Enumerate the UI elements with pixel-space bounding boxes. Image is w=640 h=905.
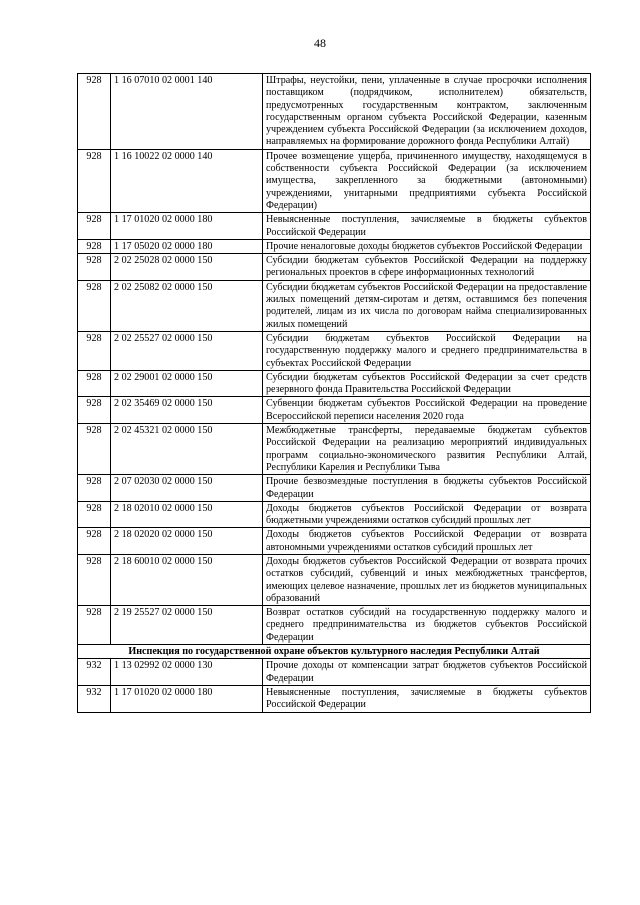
section-heading-row [78, 645, 591, 659]
admin-code-cell: 928 [78, 475, 111, 502]
revenue-name-cell: Прочие безвозмездные поступления в бюджеты субъектов Российской Федерации [263, 475, 591, 502]
section-heading: Инспекция по государственной охране объектов культурного наследия Республики Алтай [78, 645, 591, 659]
table-row [78, 606, 591, 645]
page-number: 48 [314, 36, 326, 50]
budget-code-cell: 2 18 02020 02 0000 150 [111, 528, 263, 555]
budget-code-cell: 2 02 35469 02 0000 150 [111, 397, 263, 424]
admin-code-cell: 928 [78, 606, 111, 645]
table-body-932 [78, 659, 591, 712]
table-row [78, 501, 591, 528]
admin-code-cell: 928 [78, 280, 111, 331]
revenue-name-cell: Субсидии бюджетам субъектов Российской Федерации на предоставление жилых помещений детям-сиротам и детям, оставшимся без попечения родителей, лицам из их числа по договорам найма специализированных жилых помещений [263, 280, 591, 331]
revenue-name-cell: Субсидии бюджетам субъектов Российской Федерации на поддержку региональных проектов в сфере информационных технологий [263, 254, 591, 281]
admin-code-cell: 932 [78, 685, 111, 712]
table-row [78, 331, 591, 370]
admin-code-cell: 928 [78, 254, 111, 281]
budget-code-cell: 1 17 01020 02 0000 180 [111, 685, 263, 712]
revenue-name-cell: Субвенции бюджетам субъектов Российской Федерации на проведение Всероссийской переписи населения 2020 года [263, 397, 591, 424]
revenue-name-cell: Штрафы, неустойки, пени, уплаченные в случае просрочки исполнения поставщиком (подрядчиком, исполнителем) обязательств, предусмотренных государственным контрактом, заключенным государственным органом субъекта Российской Федерации, казенным учреждением субъекта Российской Федерации (за исключением доходов, направляемых на формирование дорожного фонда Республики Алтай) [263, 74, 591, 150]
revenue-name-cell: Возврат остатков субсидий на государственную поддержку малого и среднего предпринимательства из бюджетов субъектов Российской Федерации [263, 606, 591, 645]
table-row [78, 424, 591, 475]
admin-code-cell: 928 [78, 74, 111, 150]
revenue-name-cell: Прочее возмещение ущерба, причиненного имуществу, находящемуся в собственности субъекта Российской Федерации (за исключением имущества, закрепленного за бюджетными (автономными) учреждениями, унитарными предприятиями субъекта Российской Федерации) [263, 149, 591, 212]
revenue-name-cell: Прочие доходы от компенсации затрат бюджетов субъектов Российской Федерации [263, 659, 591, 686]
budget-code-cell: 2 02 29001 02 0000 150 [111, 370, 263, 397]
table-row [78, 280, 591, 331]
table-row [78, 475, 591, 502]
table-body-928 [78, 74, 591, 645]
revenue-name-cell: Доходы бюджетов субъектов Российской Федерации от возврата автономными учреждениями остатков субсидий прошлых лет [263, 528, 591, 555]
admin-code-cell: 928 [78, 528, 111, 555]
budget-code-cell: 2 18 02010 02 0000 150 [111, 501, 263, 528]
revenue-name-cell: Доходы бюджетов субъектов Российской Федерации от возврата прочих остатков субсидий, субвенций и иных межбюджетных трансфертов, имеющих целевое назначение, прошлых лет из бюджетов муниципальных образований [263, 554, 591, 605]
budget-code-cell: 1 17 01020 02 0000 180 [111, 213, 263, 240]
table-row [78, 397, 591, 424]
admin-code-cell: 928 [78, 397, 111, 424]
budget-revenue-table [77, 73, 591, 713]
budget-code-cell: 2 19 25527 02 0000 150 [111, 606, 263, 645]
admin-code-cell: 928 [78, 331, 111, 370]
table-section [78, 645, 591, 659]
revenue-name-cell: Прочие неналоговые доходы бюджетов субъектов Российской Федерации [263, 239, 591, 253]
table-row [78, 685, 591, 712]
admin-code-cell: 928 [78, 239, 111, 253]
admin-code-cell: 928 [78, 213, 111, 240]
table-row [78, 239, 591, 253]
budget-code-cell: 1 16 10022 02 0000 140 [111, 149, 263, 212]
table-row [78, 554, 591, 605]
budget-code-cell: 2 07 02030 02 0000 150 [111, 475, 263, 502]
budget-code-cell: 2 02 25082 02 0000 150 [111, 280, 263, 331]
budget-code-cell: 2 18 60010 02 0000 150 [111, 554, 263, 605]
table-row [78, 254, 591, 281]
table-row [78, 74, 591, 150]
admin-code-cell: 932 [78, 659, 111, 686]
revenue-name-cell: Доходы бюджетов субъектов Российской Федерации от возврата бюджетными учреждениями остатков субсидий прошлых лет [263, 501, 591, 528]
admin-code-cell: 928 [78, 149, 111, 212]
revenue-name-cell: Межбюджетные трансферты, передаваемые бюджетам субъектов Российской Федерации на реализацию мероприятий индивидуальных программ социально-экономического развития Республики Алтай, Республики Карелия и Республики Тыва [263, 424, 591, 475]
revenue-name-cell: Субсидии бюджетам субъектов Российской Федерации за счет средств резервного фонда Правительства Российской Федерации [263, 370, 591, 397]
admin-code-cell: 928 [78, 501, 111, 528]
budget-code-cell: 1 13 02992 02 0000 130 [111, 659, 263, 686]
revenue-name-cell: Субсидии бюджетам субъектов Российской Федерации на государственную поддержку малого и среднего предпринимательства в субъектах Российской Федерации [263, 331, 591, 370]
table-row [78, 659, 591, 686]
table-row [78, 528, 591, 555]
budget-code-cell: 2 02 25527 02 0000 150 [111, 331, 263, 370]
table-row [78, 213, 591, 240]
admin-code-cell: 928 [78, 424, 111, 475]
revenue-name-cell: Невыясненные поступления, зачисляемые в бюджеты субъектов Российской Федерации [263, 685, 591, 712]
table-row [78, 370, 591, 397]
budget-code-cell: 2 02 45321 02 0000 150 [111, 424, 263, 475]
budget-code-cell: 1 16 07010 02 0001 140 [111, 74, 263, 150]
table-row [78, 149, 591, 212]
budget-code-cell: 1 17 05020 02 0000 180 [111, 239, 263, 253]
admin-code-cell: 928 [78, 370, 111, 397]
admin-code-cell: 928 [78, 554, 111, 605]
revenue-name-cell: Невыясненные поступления, зачисляемые в бюджеты субъектов Российской Федерации [263, 213, 591, 240]
budget-code-cell: 2 02 25028 02 0000 150 [111, 254, 263, 281]
